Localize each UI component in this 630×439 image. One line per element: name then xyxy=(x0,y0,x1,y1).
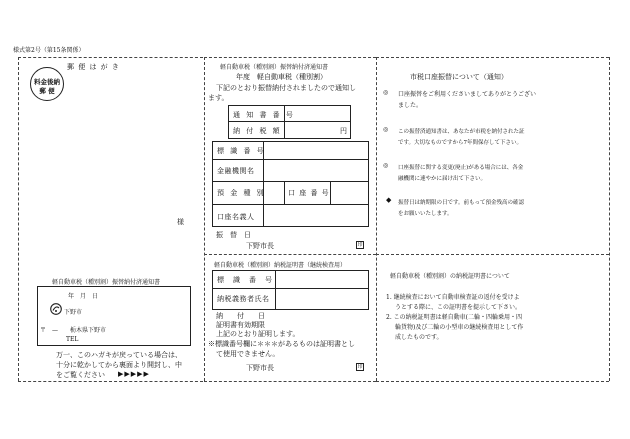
info-title: 市税口座振替について（通知） xyxy=(410,73,508,81)
stamp-line-2: 郵 便 xyxy=(39,87,55,95)
account-number-label: 口 座 番 号 xyxy=(288,189,330,197)
paid-date-label: 納 付 日 xyxy=(216,312,265,320)
sender-box xyxy=(37,286,191,346)
return-note-3: をご覧ください xyxy=(56,371,105,379)
info-mark-2: ◎ xyxy=(383,126,389,133)
postage-stamp xyxy=(30,67,64,101)
notice-year-line: 年度 軽自動車税（種別割） xyxy=(236,73,327,81)
account-holder-label: 口座名義人 xyxy=(217,213,255,221)
info-item-2-line-2: です。大切なものですから7年間保存して下さい。 xyxy=(398,140,523,146)
tel-label: TEL xyxy=(66,336,79,343)
info-item-3-line-1: 口座振替に関する変更(廃止)がある場合には、各金 xyxy=(398,165,524,171)
cert-info-1-line-1: 1. 継続検査において自動車検査証の返付を受けよ xyxy=(386,294,520,301)
sama-label: 様 xyxy=(177,218,184,226)
info-item-4-line-2: をお願いいたします。 xyxy=(398,211,453,217)
stamp-line-1: 料金後納 xyxy=(34,78,60,86)
cert-info-2-line-1: 2. この納税証明書は軽自動車(二輪・四輪乗用・四 xyxy=(386,314,522,321)
notice-title: 軽自動車税（種別割）振替納付済通知書 xyxy=(220,64,329,71)
tax-amount-yen: 円 xyxy=(340,127,349,135)
cert-plate-label: 標 識 番 号 xyxy=(217,276,273,284)
middle-cut-line xyxy=(204,254,376,255)
cert-info-2-line-2: 輪貨物)及び二輪の小型車の継続検査用として作 xyxy=(395,324,524,331)
fold-line-right xyxy=(376,57,377,381)
date-label: 年 月 日 xyxy=(68,293,99,300)
cert-info-title: 軽自動車税（種別割）の納税証明書について xyxy=(390,273,510,280)
postcard-title: 軽自動車税（種別割）振替納付済通知書 xyxy=(52,279,161,286)
cert-info-1-line-2: うとする際に、この証明書を提示して下さい。 xyxy=(395,304,522,311)
notice-intro-2: ます。 xyxy=(208,94,229,102)
certify-text: 上記のとおり証明します。 xyxy=(216,330,300,338)
info-item-2-line-1: この振替済通知書は、あなたが市税を納付された証 xyxy=(398,129,525,135)
city-emblem-icon xyxy=(50,300,62,312)
certificate-title: 軽自動車税（種別割）納税証明書（継続検査用） xyxy=(214,262,347,269)
postcard-header: 郵 便 は が き xyxy=(67,63,120,71)
certificate-mayor: 下野市長 xyxy=(246,364,274,372)
cert-warning-1: ※標識番号欄に＊＊＊があるものは証明書とし xyxy=(208,340,355,348)
info-diamond-icon: ◆ xyxy=(386,196,392,204)
postal-line: 〒 — 栃木県下野市 xyxy=(40,327,107,334)
info-item-1-line-2: ました。 xyxy=(398,102,423,109)
cert-info-2-line-3: 成したものです。 xyxy=(395,334,443,341)
info-item-4-line-1: 振替日は納期限の日です。前もって預金残高の確認 xyxy=(398,200,525,206)
taxpayer-name-label: 納税義務者氏名 xyxy=(217,295,270,303)
info-mark-3: ◎ xyxy=(383,162,389,169)
notice-intro-1: 下記のとおり振替納付されましたので通知し xyxy=(216,84,356,92)
plate-number-label: 標 識 番 号 xyxy=(217,147,266,155)
bank-name-label: 金融機関名 xyxy=(217,167,255,175)
account-type-label: 預 金 種 別 xyxy=(217,189,266,197)
return-note-1: 万一、このハガキが戻っている場合は、 xyxy=(56,351,182,359)
info-item-1-line-1: 口座振替をご利用くださいましてありがとうござい xyxy=(398,91,537,98)
tax-amount-label: 納 付 税 額 xyxy=(233,127,282,135)
info-mark-1: ◎ xyxy=(383,89,389,96)
validity-label: 証明書有効期限 xyxy=(216,321,265,329)
return-note-2: 十分に乾かしてから裏面より開封し、中 xyxy=(56,361,182,369)
city-name: 下野市 xyxy=(64,309,83,316)
info-item-3-line-2: 融機関に速やかに届け出て下さい。 xyxy=(398,176,487,182)
notice-number-label: 通 知 書 番 号 xyxy=(233,111,295,119)
transfer-date-label: 振 替 日 xyxy=(216,231,251,239)
notice-mayor: 下野市長 xyxy=(246,242,274,250)
cert-warning-2: て使用できません。 xyxy=(216,350,280,358)
form-label: 様式第2号（第15条関係） xyxy=(13,47,85,54)
notice-seal: 印 xyxy=(357,242,363,248)
certificate-seal: 印 xyxy=(357,364,363,370)
fold-line-left xyxy=(204,57,205,381)
arrows-icon: ▶▶▶▶▶ xyxy=(118,370,150,378)
